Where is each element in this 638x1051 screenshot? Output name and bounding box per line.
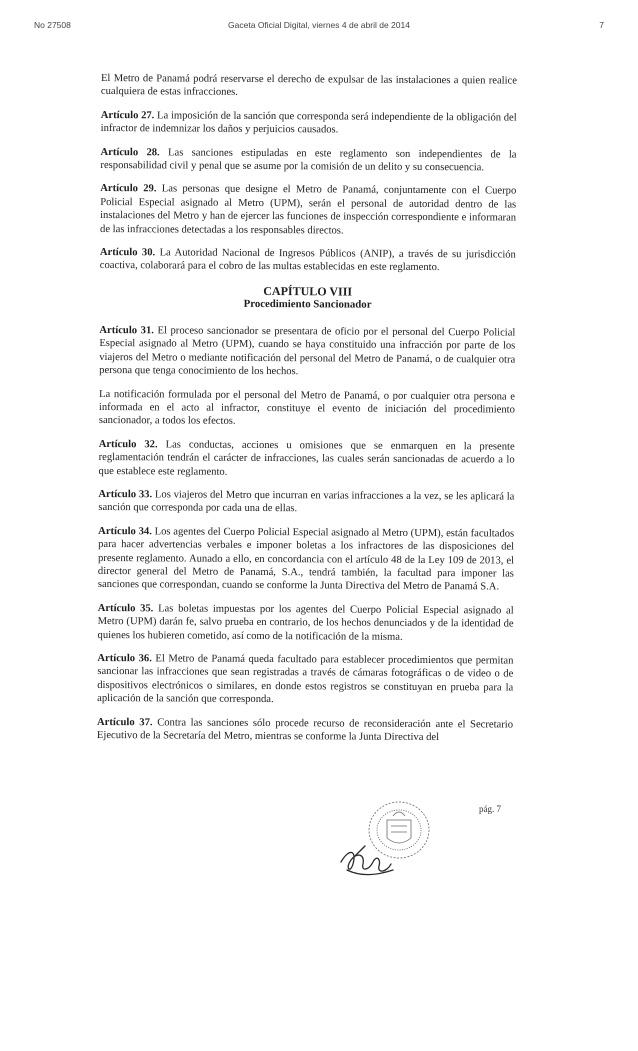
gazette-title-date: Gaceta Oficial Digital, viernes 4 de abril de 2014 <box>228 20 410 30</box>
page-number: 7 <box>599 20 604 30</box>
article-label: Artículo 33. <box>98 488 153 501</box>
article-text: Las sanciones estipuladas en este reglamento son independientes de la responsabilidad civil y penal que se asume por la comisión de un delito y su consecuencia. <box>100 147 517 174</box>
official-seal-icon <box>335 790 455 885</box>
article-text: El proceso sancionador se presentara de oficio por el personal del Cuerpo Policial Especial asignado al Metro (UPM), cuando se haya constituido una infracción por parte de los viajeros del Metro o mediante notificación del personal del Metro de Panamá, o de cualquier otra persona que tenga conocimiento de los hechos. <box>99 325 516 378</box>
article-28 <box>100 146 516 175</box>
article-33 <box>98 488 514 517</box>
article-37 <box>97 716 513 745</box>
article-label: Artículo 35. <box>97 602 154 615</box>
article-label: Artículo 32. <box>98 438 158 451</box>
notification-paragraph: La notificación formulada por el personal del Metro de Panamá, o por cualquier otra persona e informada en el acto al infractor, constituye el evento de iniciación del procedimiento sancionador, a todos los efectos. <box>98 388 516 428</box>
article-text: La Autoridad Nacional de Ingresos Públicos (ANIP), a través de su jurisdicción coactiva, colaborará para el cobro de las multas establecidas en este reglamento. <box>99 247 516 274</box>
signature-scribble <box>341 846 393 875</box>
article-27 <box>101 109 517 138</box>
article-text: La imposición de la sanción que corresponda será independiente de la obligación del infractor de indemnizar los daños y perjuicios causados. <box>100 110 517 136</box>
article-text: Las personas que designe el Metro de Panamá, conjuntamente con el Cuerpo Policial Especial asignado al Metro (UPM), serán el personal de autoridad dentro de las instalaciones del Metro y han de ejercer las funciones de inspección correspondiente e informaran de las infracciones detectadas a los responsables directos. <box>100 183 517 237</box>
article-label: Artículo 31. <box>99 324 154 337</box>
running-header <box>34 20 604 34</box>
chapter-subtitle: Procedimiento Sancionador <box>243 297 372 311</box>
intro-paragraph: El Metro de Panamá podrá reservarse el derecho de expulsar de las instalaciones a quien realice cualquiera de estas infracciones. <box>100 72 517 99</box>
article-text: El Metro de Panamá queda facultado para establecer procedimientos que permitan sancionar las infracciones que sean registradas a través de cámaras fotográficas o de video o de dispositivos electrónicos o similares, en donde estos registros se constituyan en prueba para la aplicación de la sanción que corresponda. <box>97 653 514 706</box>
article-31 <box>99 324 515 380</box>
chapter-title: CAPÍTULO VIII <box>263 283 353 299</box>
article-text: Los agentes del Cuerpo Policial Especial asignado al Metro (UPM), están facultados para hacer advertencias verbales e imponer boletas a los infractores de las disposiciones del presente reglamento. Aunado a ello, en concordancia con el artículo 48 de la Ley 109 de 2013, el director general del Metro de Panamá, S.A., tendrá también, la facultad para imponer las sanciones que correspondan, cuando se conforme la Junta Directiva del Metro de Panamá S.A. <box>97 526 515 593</box>
article-30 <box>100 246 516 275</box>
article-label: Artículo 28. <box>100 146 160 158</box>
article-29 <box>100 182 516 238</box>
article-32 <box>99 438 515 481</box>
gazette-issue-number: No 27508 <box>34 20 71 30</box>
article-text: Las boletas impuestas por los agentes del Cuerpo Policial Especial asignado al Metro (UPM) darán fe, salvo prueba en contrario, de los hechos denunciados y de la identidad de quienes los hubieren cometido, así como de la notificación de la misma. <box>97 603 514 643</box>
scanned-page-body <box>97 72 517 755</box>
article-label: Artículo 29. <box>100 183 157 195</box>
article-36 <box>97 652 513 708</box>
article-text: Las conductas, acciones u omisiones que se enmarquen en la presente reglamentación tendrán el carácter de infracciones, las cuales serán sancionadas de acuerdo a lo que establece este reglamento. <box>98 439 515 478</box>
article-label: Artículo 37. <box>96 716 153 728</box>
article-label: Artículo 34. <box>98 525 152 538</box>
article-label: Artículo 36. <box>97 652 152 665</box>
article-text: Contra las sanciones sólo procede recurso de reconsideración ante el Secretario Ejecutivo de la Secretaría del Metro, mientras se conforme la Junta Directiva del <box>96 716 514 744</box>
article-label: Artículo 27. <box>100 109 155 122</box>
seal-and-signature <box>335 790 455 885</box>
page-mark: pág. 7 <box>479 804 501 814</box>
article-35 <box>98 602 514 645</box>
article-text: Los viajeros del Metro que incurran en varias infracciones a la vez, se les aplicará la sanción que corresponda por cada una de ellas. <box>98 489 515 515</box>
article-label: Artículo 30. <box>99 247 156 259</box>
article-34 <box>98 525 514 595</box>
